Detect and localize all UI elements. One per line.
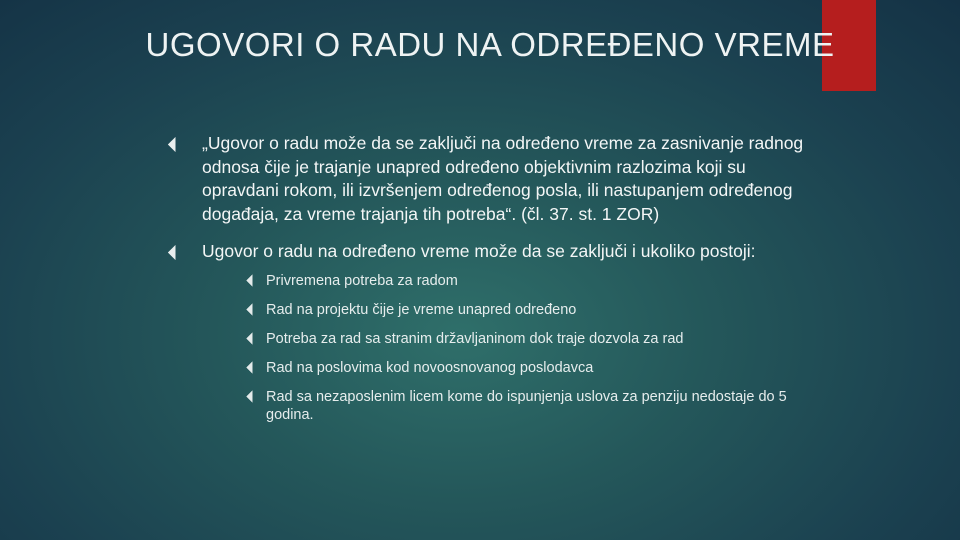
sub-bullet-list	[248, 272, 808, 425]
sub-bullet-arrow-icon	[246, 390, 259, 403]
sub-bullet-item	[248, 272, 808, 291]
bullet-item	[170, 132, 810, 226]
sub-bullet-item	[248, 330, 808, 349]
bullet-text: „Ugovor o radu može da se zaključi na određeno vreme za zasnivanje radnog odnosa čije je trajanje unapred određeno objektivnim razlozima koji su opravdani rokom, ili izvršenjem određenog posla, ili nastupanjem određenog događaja, za vreme trajanja tih potreba“. (čl. 37. st. 1 ZOR)	[202, 133, 804, 224]
sub-bullet-item	[248, 301, 808, 320]
sub-bullet-arrow-icon	[246, 274, 259, 287]
sub-bullet-text: Potreba za rad sa stranim državljaninom dok traje dozvola za rad	[266, 330, 684, 347]
slide-title: UGOVORI O RADU NA ODREĐENO VREME	[145, 26, 835, 63]
sub-bullet-item	[248, 388, 808, 425]
bullet-arrow-icon	[168, 137, 184, 153]
bullet-text: Ugovor o radu na određeno vreme može da se zaključi i ukoliko postoji:	[202, 241, 756, 261]
sub-bullet-text: Privremena potreba za radom	[266, 272, 458, 289]
sub-bullet-text: Rad na projektu čije je vreme unapred određeno	[266, 301, 577, 318]
sub-bullet-arrow-icon	[246, 361, 259, 374]
sub-bullet-text: Rad na poslovima kod novoosnovanog poslodavca	[266, 359, 594, 376]
sub-bullet-arrow-icon	[246, 332, 259, 345]
sub-bullet-arrow-icon	[246, 303, 259, 316]
bullet-item	[170, 240, 810, 425]
sub-bullet-text: Rad sa nezaposlenim licem kome do ispunjenja uslova za penziju nedostaje do 5 godina.	[266, 388, 787, 423]
bullet-arrow-icon	[168, 245, 184, 261]
bullet-list	[170, 132, 810, 439]
sub-bullet-item	[248, 359, 808, 378]
